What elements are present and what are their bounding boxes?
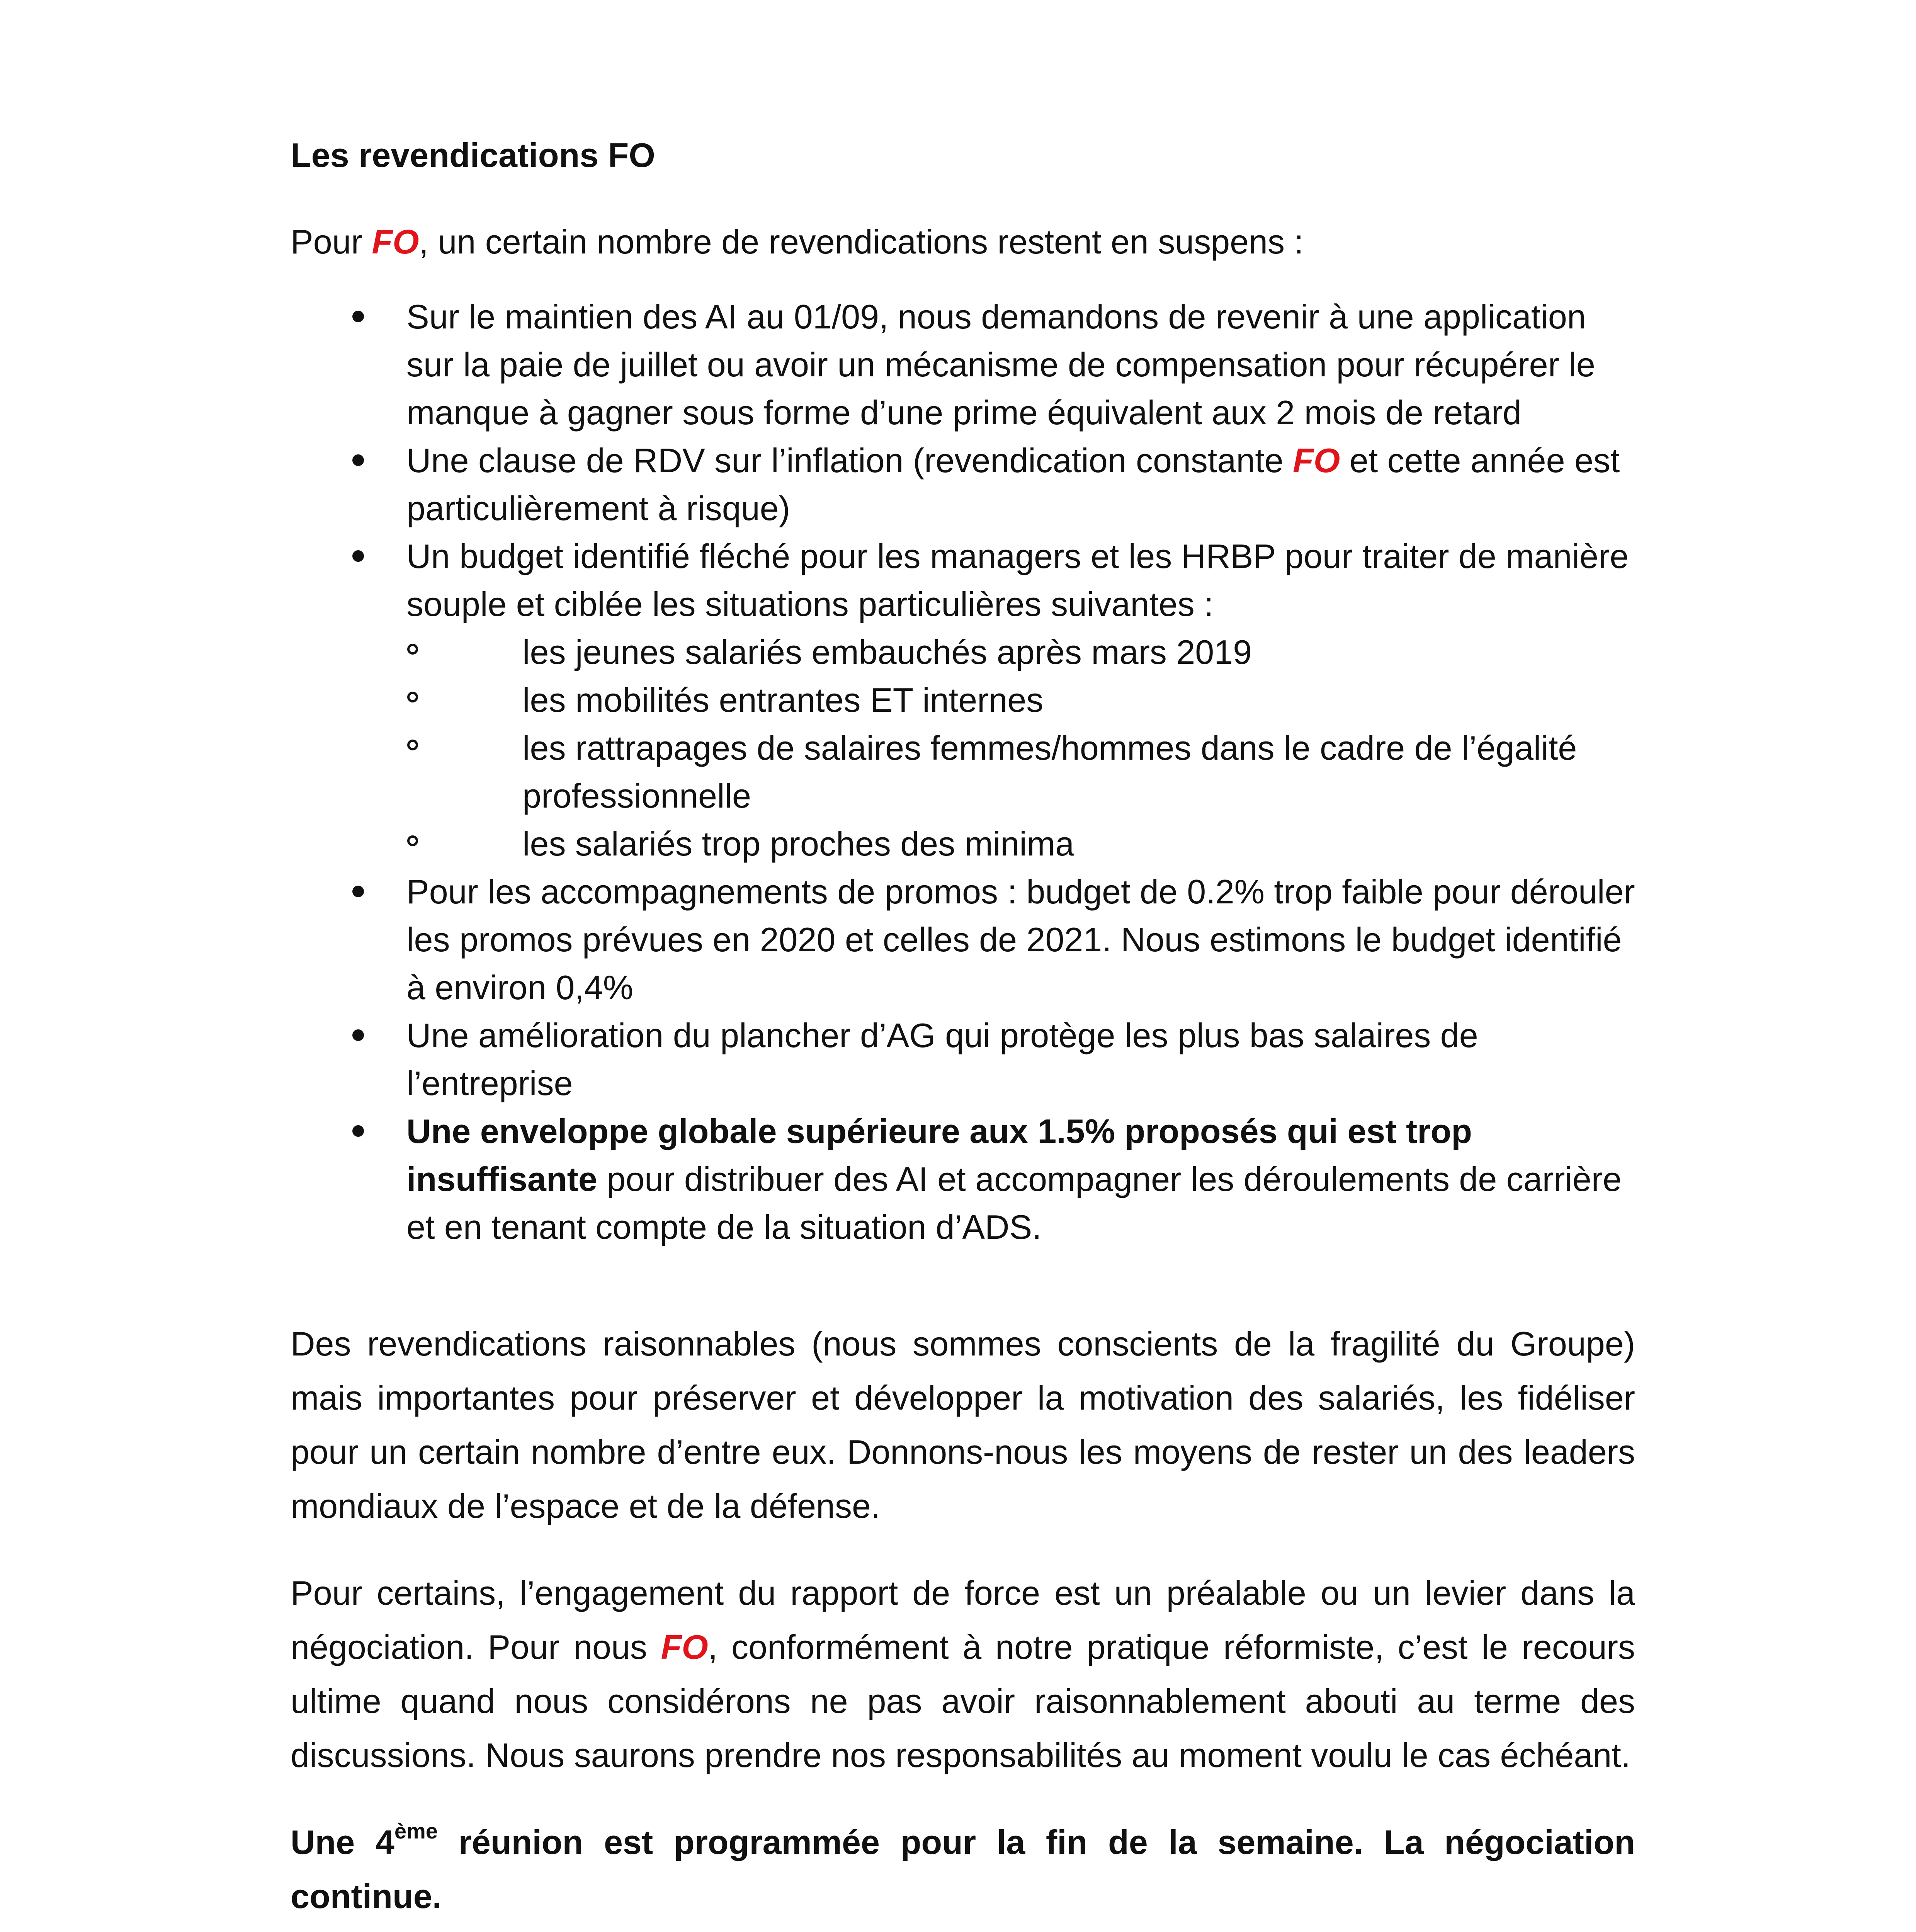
sub-list-item: les jeunes salariés embauchés après mars 2019 — [406, 628, 1635, 676]
list-item — [291, 437, 1635, 532]
list-item — [291, 532, 1635, 868]
spacer — [291, 1251, 1635, 1317]
spacer — [291, 1923, 1635, 1932]
ordinal-superscript: ème — [394, 1819, 438, 1843]
list-item-text: Sur le maintien des AI au 01/09, nous demandons de revenir à une application sur la paie de juillet ou avoir un mécanisme de compensation pour récupérer le manque à gagner sous forme d’une prime équivalent aux 2 mois de retard — [406, 298, 1595, 432]
sub-list-item: les rattrapages de salaires femmes/hommes dans le cadre de l’égalité professionnelle — [406, 724, 1635, 820]
list-item-text: pour distribuer des AI et accompagner les déroulements de carrière et en tenant compte de la situation d’ADS. — [406, 1160, 1622, 1246]
intro-text-end: , un certain nombre de revendications restent en suspens : — [419, 223, 1304, 261]
meeting-text: réunion est programmée pour la fin de la semaine. La négociation continue. — [291, 1823, 1635, 1915]
spacer — [291, 1782, 1635, 1815]
section-heading: Les revendications FO — [291, 136, 655, 174]
fo-mark: FO — [1293, 441, 1340, 480]
list-item-text: Une amélioration du plancher d’AG qui protège les plus bas salaires de l’entreprise — [406, 1016, 1478, 1102]
fo-mark: FO — [661, 1628, 708, 1666]
fo-mark: FO — [372, 223, 419, 261]
meeting-prefix: Une 4 — [291, 1823, 394, 1861]
intro-text-start: Pour — [291, 223, 372, 261]
sub-list-item: les salariés trop proches des minima — [406, 820, 1635, 868]
demands-list — [291, 293, 1635, 1251]
list-item-text-end: et cette année est particulièrement à risque) — [406, 441, 1620, 527]
spacer — [291, 1533, 1635, 1566]
paragraph-text-start: Pour certains, l’engagement du rapport de force est un préalable ou un levier dans la négociation. Pour nous — [291, 1574, 1635, 1666]
main-content — [291, 131, 1635, 1932]
list-item-text: Pour les accompagnements de promos : budget de 0.2% trop faible pour dérouler les promos prévues en 2020 et celles de 2021. Nous estimons le budget identifié à environ 0,4% — [406, 872, 1635, 1007]
list-item-bold-text: Une enveloppe globale supérieure aux 1.5% proposés qui est trop insuffisante — [406, 1112, 1472, 1198]
list-item — [291, 1107, 1635, 1251]
paragraph-power-balance — [291, 1566, 1635, 1782]
paragraph-text-end: , conformément à notre pratique réformiste, c’est le recours ultime quand nous considérons ne pas avoir raisonnablement abouti au terme des discussions. Nous saurons prendre nos responsabilités au moment voulu le cas échéant. — [291, 1628, 1635, 1774]
meeting-announcement — [291, 1815, 1635, 1923]
list-item-text-start: Une clause de RDV sur l’inflation (revendication constante — [406, 441, 1293, 480]
list-item — [291, 1012, 1635, 1107]
paragraph-reasonable-demands: Des revendications raisonnables (nous sommes conscients de la fragilité du Groupe) mais importantes pour préserver et développer la motivation des salariés, les fidéliser pour un certain nombre d’entre eux. Donnons-nous les moyens de rester un des leaders mondiaux de l’espace et de la défense. — [291, 1325, 1635, 1525]
sub-list — [406, 628, 1635, 868]
list-item-text: Un budget identifié fléché pour les managers et les HRBP pour traiter de manière souple et ciblée les situations particulières suivantes : — [406, 537, 1629, 623]
intro-paragraph — [291, 218, 1635, 266]
sub-list-item: les mobilités entrantes ET internes — [406, 676, 1635, 724]
list-item — [291, 868, 1635, 1012]
list-item — [291, 293, 1635, 437]
